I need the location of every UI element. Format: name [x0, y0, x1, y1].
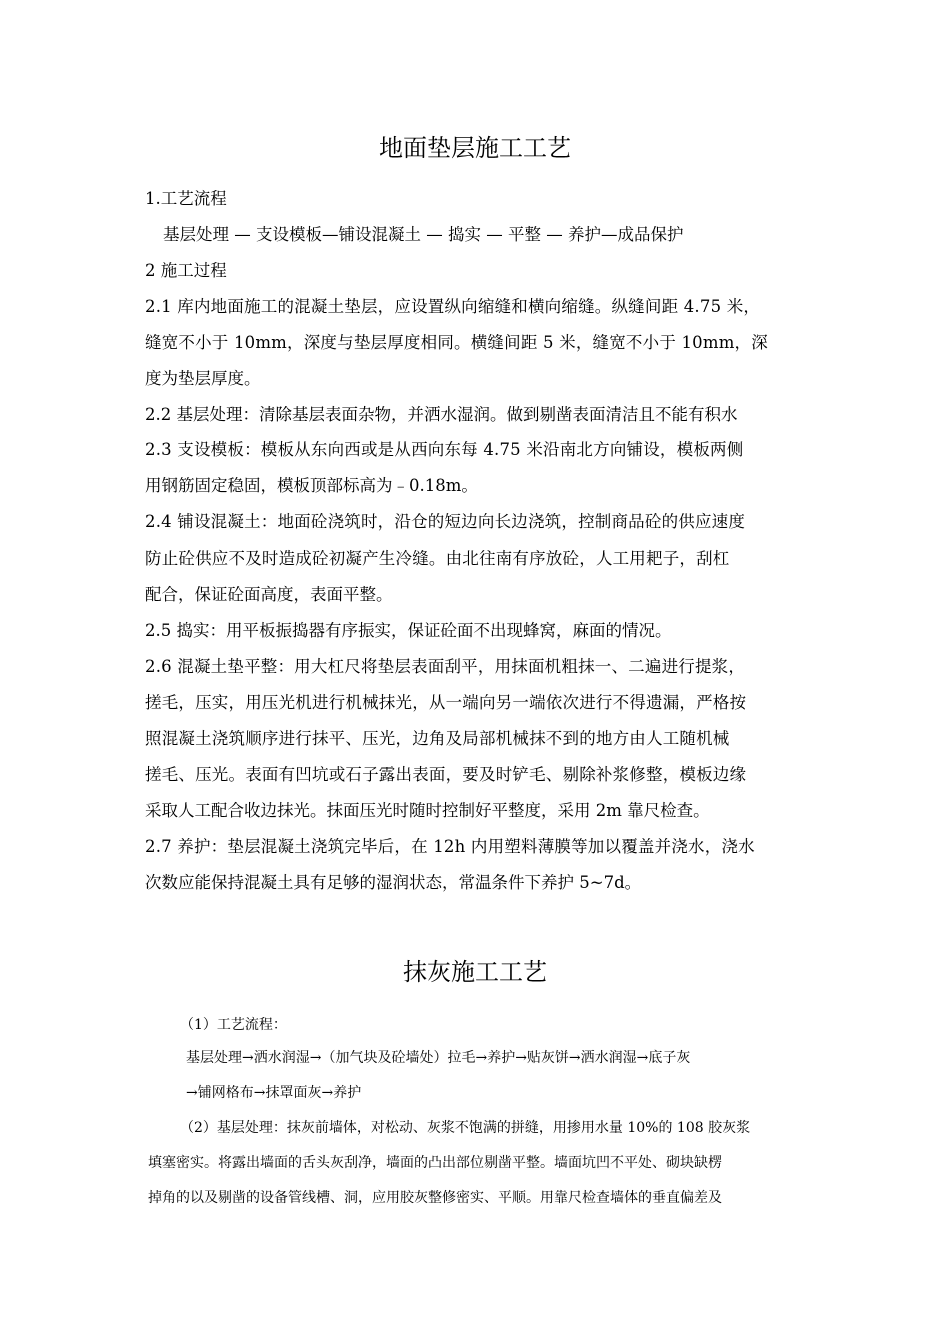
paragraph-line: （1）工艺流程：	[180, 1017, 287, 1033]
section-title-plastering: 抹灰施工工艺	[403, 958, 547, 986]
paragraph-line: 采取人工配合收边抹光。抹面压光时随时控制好平整度，采用 2m 靠尺检查。	[145, 801, 710, 820]
paragraph-line: 2.2 基层处理：清除基层表面杂物，并洒水湿润。做到剔凿表面清洁且不能有积水	[145, 405, 738, 424]
paragraph-line: 基层处理 — 支设模板—铺设混凝土 — 捣实 — 平整 — 养护—成品保护	[163, 225, 684, 244]
paragraph-line: 搓毛、压光。表面有凹坑或石子露出表面，要及时铲毛、剔除补浆修整，模板边缘	[145, 765, 747, 784]
paragraph-line: 2.4 铺设混凝土：地面砼浇筑时，沿仓的短边向长边浇筑，控制商品砼的供应速度	[145, 512, 746, 531]
paragraph-line: 2.3 支设模板：模板从东向西或是从西向东每 4.75 米沿南北方向铺设，模板两侧	[145, 440, 744, 459]
paragraph-line: 1.工艺流程	[145, 189, 227, 208]
paragraph-line: 照混凝土浇筑顺序进行抹平、压光，边角及局部机械抹不到的地方由人工随机械	[145, 729, 730, 748]
paragraph-line: 搓毛，压实，用压光机进行机械抹光，从一端向另一端依次进行不得遗漏，严格按	[145, 693, 747, 712]
paragraph-line: 2.6 混凝土垫平整：用大杠尺将垫层表面刮平，用抹面机粗抹一、二遍进行提浆，	[145, 657, 746, 676]
paragraph-line: 填塞密实。将露出墙面的舌头灰刮净，墙面的凸出部位剔凿平整。墙面坑凹不平处、砌块缺楞	[148, 1155, 722, 1171]
paragraph-line: 2.1 库内地面施工的混凝土垫层，应设置纵向缩缝和横向缩缝。纵缝间距 4.75 米，	[145, 297, 761, 316]
paragraph-line: 次数应能保持混凝土具有足够的湿润状态，常温条件下养护 5~7d。	[145, 873, 642, 892]
section-title-floor-cushion: 地面垫层施工工艺	[379, 134, 571, 162]
paragraph-line: 2.7 养护：垫层混凝土浇筑完毕后，在 12h 内用塑料薄膜等加以覆盖并浇水，浇水	[145, 837, 755, 856]
paragraph-line: 缝宽不小于 10mm，深度与垫层厚度相同。横缝间距 5 米，缝宽不小于 10mm，深	[145, 333, 768, 352]
paragraph-line: →铺网格布→抹罩面灰→养护	[186, 1085, 362, 1101]
paragraph-line: 2.5 捣实：用平板振捣器有序振实，保证砼面不出现蜂窝，麻面的情况。	[145, 621, 672, 640]
paragraph-line: 配合，保证砼面高度，表面平整。	[145, 585, 393, 604]
paragraph-line: 度为垫层厚度。	[145, 369, 261, 388]
paragraph-line: 用钢筋固定稳固，模板顶部标高为﹣0.18m。	[145, 476, 478, 495]
paragraph-line: 基层处理→洒水润湿→（加气块及砼墙处）拉毛→养护→贴灰饼→洒水润湿→底子灰	[186, 1050, 691, 1066]
paragraph-line: 掉角的以及剔凿的设备管线槽、洞，应用胶灰整修密实、平顺。用靠尺检查墙体的垂直偏差及	[148, 1190, 722, 1206]
paragraph-line: （2）基层处理：抹灰前墙体，对松动、灰浆不饱满的拼缝，用掺用水量 10%的 108 胶灰浆	[180, 1120, 751, 1136]
paragraph-line: 2 施工过程	[145, 261, 227, 280]
paragraph-line: 防止砼供应不及时造成砼初凝产生冷缝。由北往南有序放砼，人工用耙子，刮杠	[145, 549, 730, 568]
